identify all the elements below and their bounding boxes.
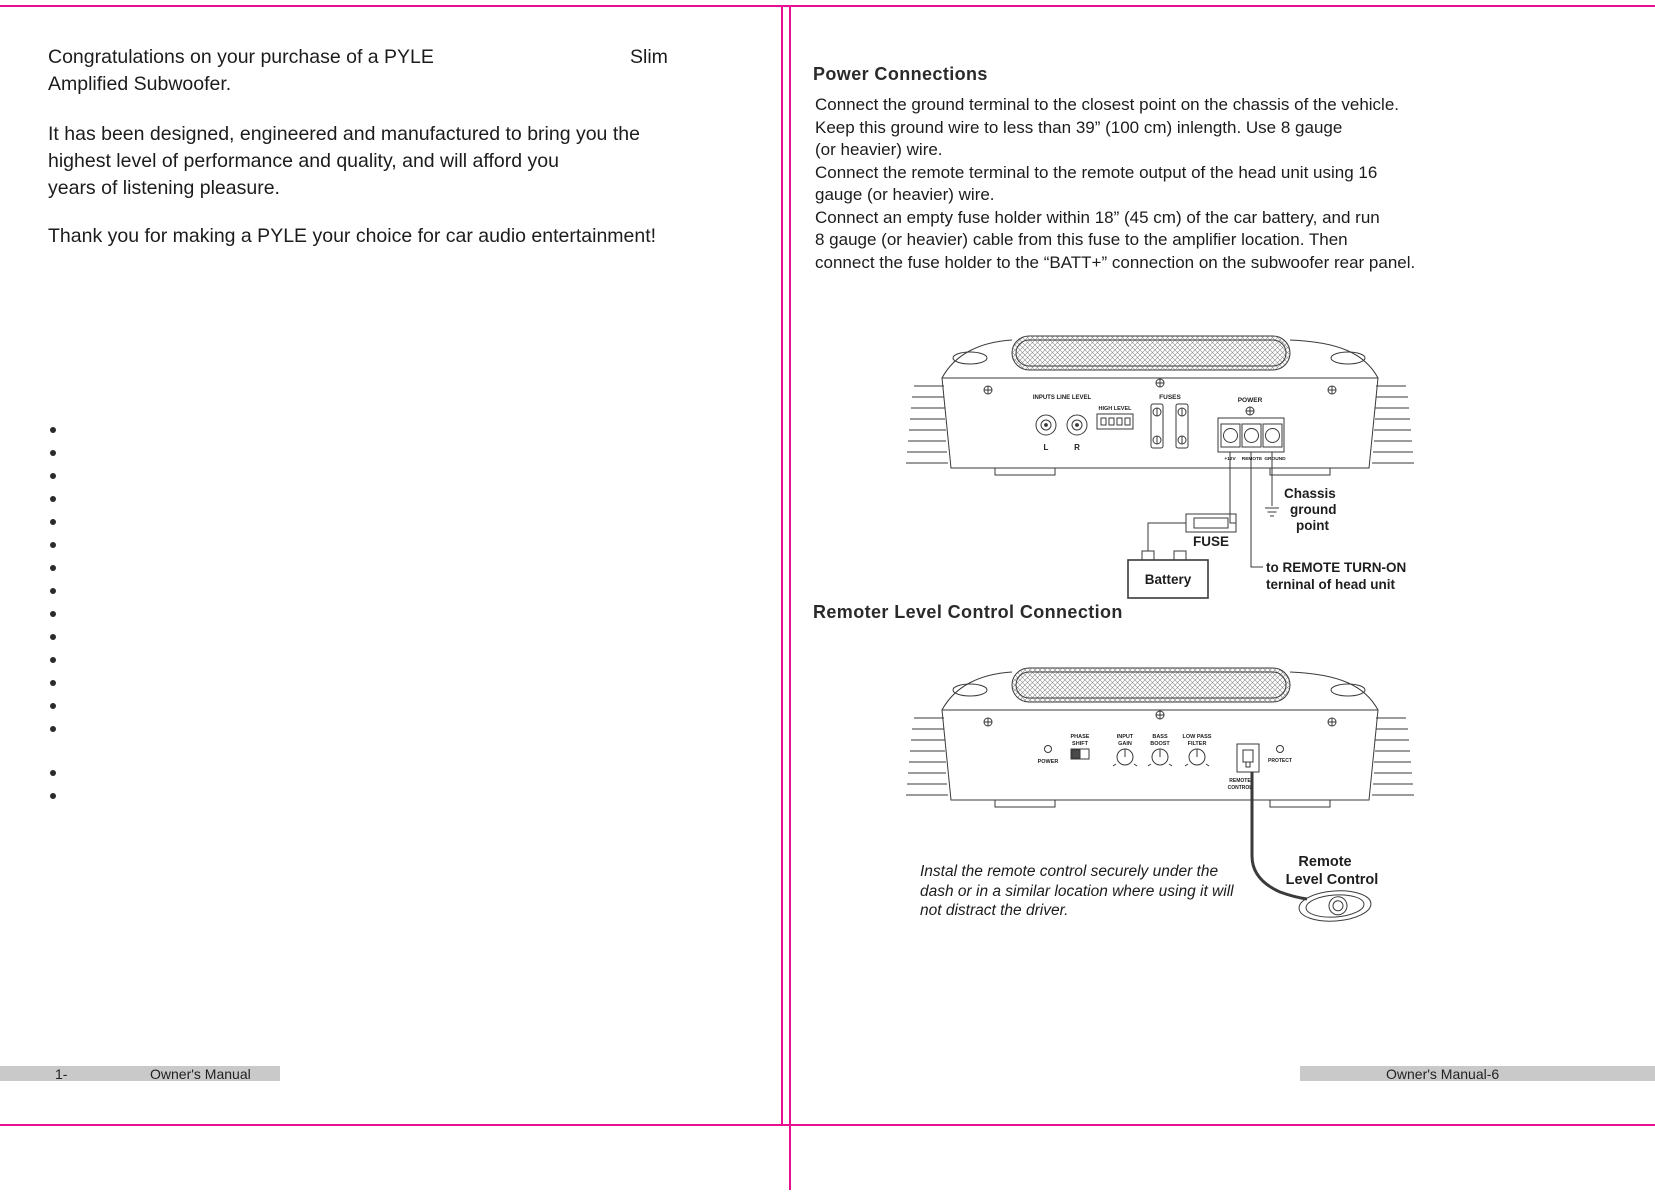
label-lpf-1: LOW PASS (1182, 734, 1212, 740)
bullet-dot (50, 542, 56, 548)
label-remote-turn-on-1: to REMOTE TURN-ON (1266, 560, 1407, 575)
wire-remote (1251, 452, 1263, 567)
label-chassis-ground-2: ground (1290, 502, 1337, 517)
enclosure-top-left-curve (942, 672, 1012, 710)
intro-line1-model: Slim (630, 46, 668, 68)
foot-right (1270, 468, 1330, 475)
paragraph-line: years of listening pleasure. (48, 177, 280, 199)
screw-icon (984, 386, 992, 394)
thank-you-paragraph: Thank you for making a PYLE your choice for car audio entertainment! (48, 225, 657, 247)
label-remote-jack-2: CONTROL (1227, 785, 1253, 791)
label-phase-2: SHIFT (1072, 741, 1088, 747)
power-connections-title: Power Connections (813, 64, 988, 84)
label-bass-1: BASS (1152, 734, 1168, 740)
label-fuses: FUSES (1159, 394, 1181, 401)
bullet-list-group-2 (50, 770, 56, 799)
left-footer-label: Owner's Manual (150, 1066, 251, 1082)
battery-terminals (1142, 551, 1186, 560)
screw-icon (1156, 379, 1164, 387)
paragraph-line: connect the fuse holder to the “BATT+” connection on the subwoofer rear panel. (815, 252, 1416, 272)
label-remote-jack-1: REMOTE (1229, 778, 1251, 784)
label-left-input: L (1043, 443, 1049, 452)
bullet-dot (50, 611, 56, 617)
note-line: not distract the driver. (920, 902, 1069, 919)
paragraph-line: (or heavier) wire. (815, 140, 943, 159)
label-high-level: HIGH LEVEL (1098, 406, 1132, 412)
bullet-dot (50, 657, 56, 663)
screw-icon (1328, 386, 1336, 394)
bullet-dot (50, 565, 56, 571)
speaker-grille (1012, 668, 1290, 702)
bullet-dot (50, 588, 56, 594)
heatsink-fins-left (906, 718, 948, 795)
note-line: dash or in a similar location where using it will (920, 882, 1234, 900)
bullet-list-group-1 (50, 427, 56, 732)
screw-icon (1246, 407, 1254, 415)
heatsink-fins-left (906, 386, 948, 463)
intro-line2-text: Amplified Subwoofer. (48, 73, 232, 95)
intro-paragraph (48, 44, 748, 98)
speaker-grille (1012, 336, 1290, 370)
page-divider-left (781, 5, 783, 1126)
paragraph-line: Connect an empty fuse holder within 18” (45 cm) of the car battery, and run (815, 207, 1380, 227)
bullet-dot (50, 473, 56, 479)
remote-level-control-unit (1298, 889, 1372, 924)
paragraph-line: It has been designed, engineered and manufactured to bring you the (48, 123, 640, 145)
bullet-dot (50, 770, 56, 776)
paragraph-line: highest level of performance and quality, and will afford you (48, 150, 559, 172)
left-page (0, 0, 781, 1192)
label-remote-level-1: Remote (1298, 854, 1352, 870)
bullet-dot (50, 634, 56, 640)
wire-fuse-to-battery (1148, 523, 1186, 551)
label-gain-1: INPUT (1116, 734, 1134, 740)
note-line: Instal the remote control securely under the (920, 863, 1219, 880)
designed-paragraph (48, 121, 768, 202)
label-lpf-2: FILTER (1187, 741, 1207, 747)
amp-rear-body (942, 378, 1378, 468)
label-fuse: FUSE (1192, 534, 1230, 549)
screw-icon (1156, 711, 1164, 719)
foot-left (995, 468, 1055, 475)
label-terminal-remote: REMOTE (1241, 457, 1263, 462)
label-remote-level-2: Level Control (1285, 872, 1379, 888)
foot-right (1270, 800, 1330, 807)
label-protect: PROTECT (1268, 758, 1292, 764)
bullet-dot (50, 519, 56, 525)
label-remote-turn-on-2: terninal of head unit (1266, 577, 1396, 592)
ground-symbol-icon (1265, 508, 1279, 516)
bullet-dot (50, 680, 56, 686)
label-power: POWER (1237, 397, 1263, 404)
label-power: POWER (1037, 759, 1059, 765)
right-footer-label: Owner's Manual-6 (1386, 1066, 1500, 1082)
paragraph-line: gauge (or heavier) wire. (815, 185, 995, 204)
label-inputs-line-level: INPUTS LINE LEVEL (1032, 395, 1092, 401)
label-chassis-ground-1: Chassis (1284, 486, 1336, 501)
label-terminal-12v: +12V (1224, 457, 1236, 462)
enclosure-top-left-curve (942, 340, 1012, 378)
label-bass-2: BOOST (1150, 741, 1170, 747)
bullet-dot (50, 450, 56, 456)
bullet-dot (50, 496, 56, 502)
bullet-dot (50, 427, 56, 433)
inline-fuse-holder (1186, 514, 1236, 532)
left-footer-page-number: 1- (55, 1066, 68, 1082)
heatsink-fins-right (1372, 386, 1414, 463)
label-battery: Battery (1144, 572, 1192, 587)
paragraph-line: Connect the ground terminal to the closest point on the chassis of the vehicle. (815, 95, 1400, 114)
power-connections-paragraph (815, 94, 1545, 274)
screw-icon (984, 718, 992, 726)
bullet-dot (50, 726, 56, 732)
remote-level-control-title: Remoter Level Control Connection (813, 602, 1123, 622)
foot-left (995, 800, 1055, 807)
screw-icon (1328, 718, 1336, 726)
bullet-dot (50, 793, 56, 799)
label-chassis-ground-3: point (1296, 518, 1329, 533)
label-gain-2: GAIN (1118, 741, 1132, 747)
power-connection-diagram (900, 300, 1550, 610)
paragraph-line: Keep this ground wire to less than 39” (100 cm) inlength. Use 8 gauge (815, 117, 1343, 137)
remote-level-control-diagram (900, 635, 1550, 965)
label-right-input: R (1074, 443, 1080, 452)
heatsink-fins-right (1372, 718, 1414, 795)
intro-line1-text: Congratulations on your purchase of a PYLE (48, 46, 434, 68)
bullet-dot (50, 703, 56, 709)
label-terminal-ground: GROUND (1264, 457, 1286, 462)
paragraph-line: 8 gauge (or heavier) cable from this fuse to the amplifier location. Then (815, 230, 1348, 249)
paragraph-line: Connect the remote terminal to the remote output of the head unit using 16 (815, 162, 1378, 182)
label-phase-1: PHASE (1070, 734, 1090, 740)
